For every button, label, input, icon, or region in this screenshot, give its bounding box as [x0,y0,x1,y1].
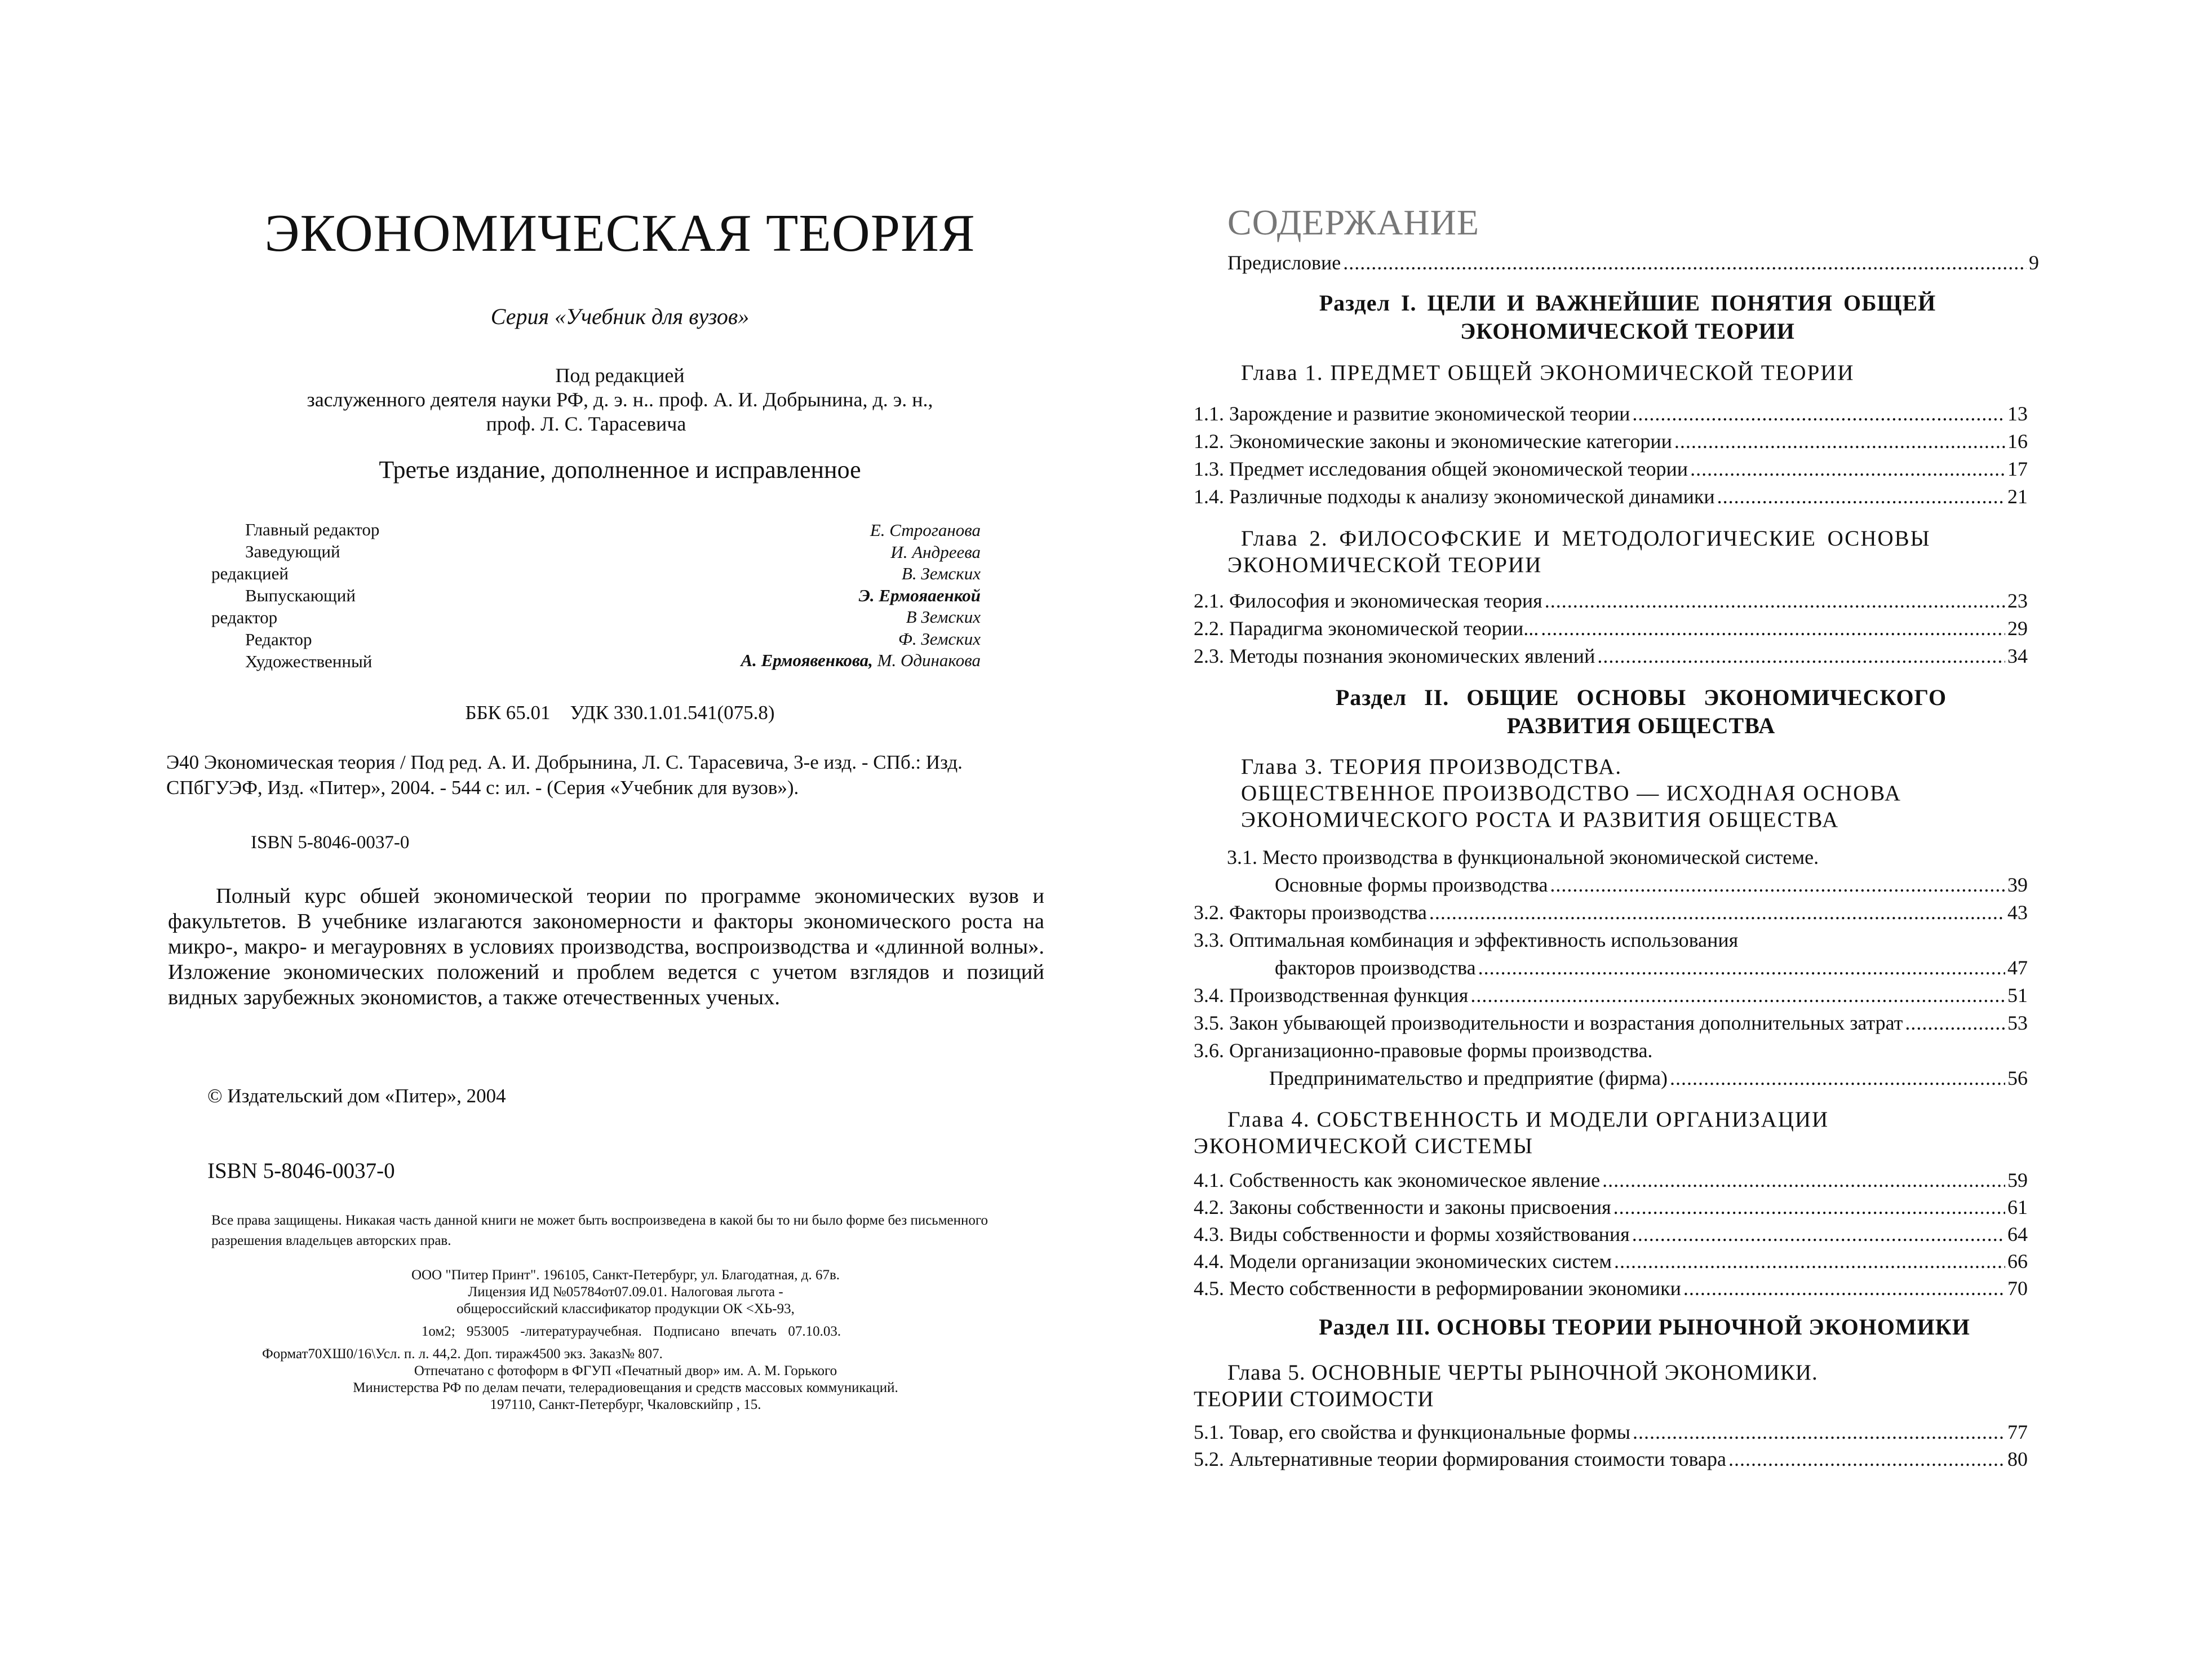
editors-line: заслуженного деятеля науки РФ, д. э. н.. проф. А. И. Добрынина, д. э. н., [307,388,933,411]
toc-entry-text: 3.6. Организационно-правовые формы производства. [1194,1039,1653,1062]
section-heading-1 [1227,289,2028,345]
toc-entry[interactable] [1194,1420,2028,1444]
toc-entry-label: 4.1. Собственность как экономическое явление [1194,1169,1601,1191]
toc-entry[interactable] [1194,1011,2028,1035]
toc-entry[interactable] [1194,457,2028,481]
toc-entry-label: 4.5. Место собственности в реформировании экономики [1194,1277,1681,1300]
bbk-udk: ББК 65.01 УДК 330.1.01.541(075.8) [465,702,775,724]
chapter-heading-1: Глава 1. ПРЕДМЕТ ОБЩЕЙ ЭКОНОМИЧЕСКОЙ ТЕОРИИ [1241,361,1855,385]
toc-entry-label: 3.5. Закон убывающей производительности и возрастания дополнительных затрат [1194,1012,1903,1034]
toc-page-number: 21 [2007,485,2028,508]
toc-entry-label: 5.1. Товар, его свойства и функциональные формы [1194,1421,1630,1443]
toc-title: СОДЕРЖАНИЕ [1227,202,1479,242]
toc-entry[interactable] [1275,873,2028,897]
toc-entry-label: 4.4. Модели организации экономических систем [1194,1250,1612,1273]
editors-line: проф. Л. С. Тарасевича [486,413,686,435]
imprint-line: ООО "Питер Принт". 196105, Санкт-Петербург, ул. Благодатная, д. 67в. [411,1267,840,1283]
chapter-heading-line: Глава 3. ТЕОРИЯ ПРОИЗВОДСТВА. [1241,755,1623,779]
abstract: Полный курс обшей экономической теории по программе экономических вузов и факультетов. В учебнике излагаются закономерности и факторы экономического роста на микро-, макро- и мегауровнях в условиях производства, воспроизводства и «длинной волны». Изложение экономических положений и проблем ведется с учетом взглядов и позиций видных зарубежных экономистов, а также отечественных ученых. [168,884,1044,1009]
section-heading-2 [1241,684,2041,740]
toc-page-number: 43 [2007,901,2028,924]
staff-name: И. Андреева [890,542,981,562]
toc-entry-label: 2.1. Философия и экономическая теория [1194,589,1542,612]
toc-page-number: 59 [2007,1169,2028,1191]
toc-entry[interactable] [1194,1168,2028,1192]
toc-entry-label: Предпринимательство и предприятие (фирма) [1269,1067,1668,1089]
staff-roles [211,518,379,672]
toc-entry[interactable] [1194,589,2028,613]
toc-page-number: 47 [2007,956,2028,979]
chapter-heading-line: Глава 5. ОСНОВНЫЕ ЧЕРТЫ РЫНОЧНОЙ ЭКОНОМИКИ. [1227,1360,1818,1385]
toc-page-number: 64 [2007,1223,2028,1245]
toc-entry[interactable] [1194,485,2028,508]
isbn-small: ISBN 5-8046-0037-0 [251,832,410,853]
toc-page-number: 16 [2007,430,2028,453]
toc-entry-text: 3.1. Место производства в функциональной экономической системе. [1227,846,1819,868]
toc-entry[interactable] [1194,1195,2028,1219]
toc-page-number: 29 [2007,617,2028,640]
copyright: © Издательский дом «Питер», 2004 [207,1085,506,1107]
rights-notice: Все права защищены. Никакая часть данной книги не может быть воспроизведена в какой бы то ни было форме без письменного разрешения владельцев авторских прав. [211,1213,988,1248]
imprint [225,1267,1026,1413]
editors-block [169,363,1071,436]
toc-page-number: 51 [2007,984,2028,1007]
toc-page-number: 17 [2007,458,2028,480]
toc-page-number: 9 [2029,251,2039,274]
toc-entry[interactable] [1194,617,2028,640]
toc-entry[interactable] [1194,983,2028,1007]
staff-role: редакцией [211,564,289,583]
toc-entry-label: факторов производства [1275,956,1476,979]
toc-entry-label: 1.2. Экономические законы и экономические категории [1194,430,1672,453]
toc-entry-label: 1.4. Различные подходы к анализу экономической динамики [1194,485,1715,508]
toc-page-number: 70 [2007,1277,2028,1300]
section-heading-line: ЭКОНОМИЧЕСКОЙ ТЕОРИИ [1460,318,1795,344]
toc-entry[interactable] [1194,429,2028,453]
staff-role: Выпускающий [245,586,356,605]
staff-role: Художественный [245,651,373,671]
chapter-heading-line: ОБЩЕСТВЕННОЕ ПРОИЗВОДСТВО — ИСХОДНАЯ ОСНОВА [1241,781,1901,805]
imprint-line: общероссийский классификатор продукции ОК <ХЬ-93, [456,1301,795,1316]
toc-entry[interactable] [1194,402,2028,425]
toc-entry-label: Основные формы производства [1275,874,1548,896]
toc-entry[interactable] [1269,1066,2028,1090]
toc-page-number: 13 [2007,402,2028,425]
imprint-line: Министерства РФ по делам печати, телерадиовещания и средств массовых коммуникаций. [353,1380,898,1395]
imprint-line: Отпечатано с фотоформ в ФГУП «Печатный двор» им. А. М. Горького [414,1363,837,1378]
staff-name: В Земских [906,607,981,627]
staff-name-rest: М. Одинакова [872,650,981,670]
imprint-line: 1ом2; 953005 -литератураучебная. Подписано впечать 07.10.03. [421,1324,841,1339]
section-heading-3: Раздел III. ОСНОВЫ ТЕОРИИ РЫНОЧНОЙ ЭКОНОМИКИ [1319,1314,1970,1340]
toc-entry[interactable] [1194,1276,2028,1300]
toc-entry-label: 2.3. Методы познания экономических явлений [1194,645,1595,667]
staff-name: Ф. Земских [898,628,981,649]
toc-page-number: 34 [2007,645,2028,667]
toc-page-number: 53 [2007,1012,2028,1034]
toc-entry-label: 3.2. Факторы производства [1194,901,1427,924]
staff-name-bold: А. Ермоявенкова, [741,650,873,670]
toc-entry-label: 2.2. Парадигма экономической теории... [1194,617,1539,640]
toc-entry-label: 3.4. Производственная функция [1194,984,1469,1007]
toc-page-number: 39 [2007,874,2028,896]
toc-entry-label: 4.2. Законы собственности и законы присвоения [1194,1196,1611,1218]
staff-name [620,650,981,672]
imprint-line: 197110, Санкт-Петербург, Чкаловскийпр , 15. [490,1397,761,1412]
toc-page-number: 80 [2007,1448,2028,1470]
chapter-heading-line: ЭКОНОМИЧЕСКОЙ СИСТЕМЫ [1194,1134,1533,1158]
toc-entry-label: 4.3. Виды собственности и формы хозяйствования [1194,1223,1630,1245]
toc-entry-label: Предисловие [1227,251,1341,274]
chapter-heading-line: ТЕОРИИ СТОИМОСТИ [1194,1387,1434,1411]
edition-note: Третье издание, дополненное и исправленное [379,456,861,484]
chapter-heading-3 [1227,753,2045,833]
chapter-heading-line: Глава 2. ФИЛОСОФСКИЕ И МЕТОДОЛОГИЧЕСКИЕ ОСНОВЫ [1241,526,1931,551]
toc-page-number: 77 [2007,1421,2028,1443]
staff-name: Е. Строганова [870,520,981,540]
toc-entry[interactable] [1194,644,2028,668]
toc-entry[interactable] [1194,1222,2028,1246]
imprint-line: Лицензия ИД №05784от07.09.01. Налоговая льгота - [468,1284,783,1300]
editors-line: Под редакцией [555,364,685,387]
toc-entry[interactable] [1275,956,2028,979]
isbn-large: ISBN 5-8046-0037-0 [207,1159,395,1183]
staff-role: Заведующий [245,542,340,561]
toc-entry-label: 5.2. Альтернативные теории формирования стоимости товара [1194,1448,1727,1470]
imprint-line: Формат70ХШ0/16\Усл. п. л. 44,2. Доп. тираж4500 экз. Заказ№ 807. [262,1346,663,1362]
toc-page-number: 23 [2007,589,2028,612]
toc-page-number: 56 [2007,1067,2028,1089]
chapter-heading-line: ЭКОНОМИЧЕСКОЙ ТЕОРИИ [1227,553,1542,577]
bibliographic-record: Э40 Экономическая теория / Под ред. А. И. Добрынина, Л. С. Тарасевича, 3-е изд. - СПб.: Изд. СПбГУЭФ, Изд. «Питер», 2004. - 544 с: ил. - (Серия «Учебник для вузов»). [166,751,963,799]
toc-page-number: 61 [2007,1196,2028,1218]
series-name: Серия «Учебник для вузов» [490,304,750,329]
staff-role: Редактор [245,629,312,649]
toc-entry-preface[interactable] [1227,251,2039,274]
toc-entry[interactable] [1194,901,2028,924]
staff-name: В. Земских [901,564,981,583]
chapter-heading-line: Глава 4. СОБСТВЕННОСТЬ И МОДЕЛИ ОРГАНИЗАЦИИ [1227,1107,1829,1132]
staff-role: редактор [211,608,278,627]
chapter-heading-2 [1227,525,2045,578]
staff-role: Главный редактор [245,520,380,539]
chapter-heading-line: ЭКОНОМИЧЕСКОГО РОСТА И РАЗВИТИЯ ОБЩЕСТВА [1241,808,1839,832]
section-heading-line: Раздел I. ЦЕЛИ И ВАЖНЕЙШИЕ ПОНЯТИЯ ОБЩЕЙ [1319,290,1936,316]
book-title: ЭКОНОМИЧЕСКАЯ ТЕОРИЯ [264,204,976,263]
section-heading-line: Раздел II. ОБЩИЕ ОСНОВЫ ЭКОНОМИЧЕСКОГО [1335,685,1947,710]
staff-name: Э. Ермояаенкой [858,585,981,605]
toc-entry-text: 3.3. Оптимальная комбинация и эффективность использования [1194,929,1739,951]
toc-entry[interactable] [1194,1447,2028,1471]
staff-names [620,520,981,672]
chapter-heading-5 [1194,1359,2011,1412]
toc-entry[interactable] [1194,1249,2028,1273]
toc-page-number: 66 [2007,1250,2028,1273]
toc-entry-label: 1.1. Зарождение и развитие экономической теории [1194,402,1630,425]
toc-entry-label: 1.3. Предмет исследования общей экономической теории [1194,458,1688,480]
chapter-heading-4 [1194,1106,2011,1159]
section-heading-line: РАЗВИТИЯ ОБЩЕСТВА [1506,713,1776,738]
right-page [1106,0,2212,1658]
